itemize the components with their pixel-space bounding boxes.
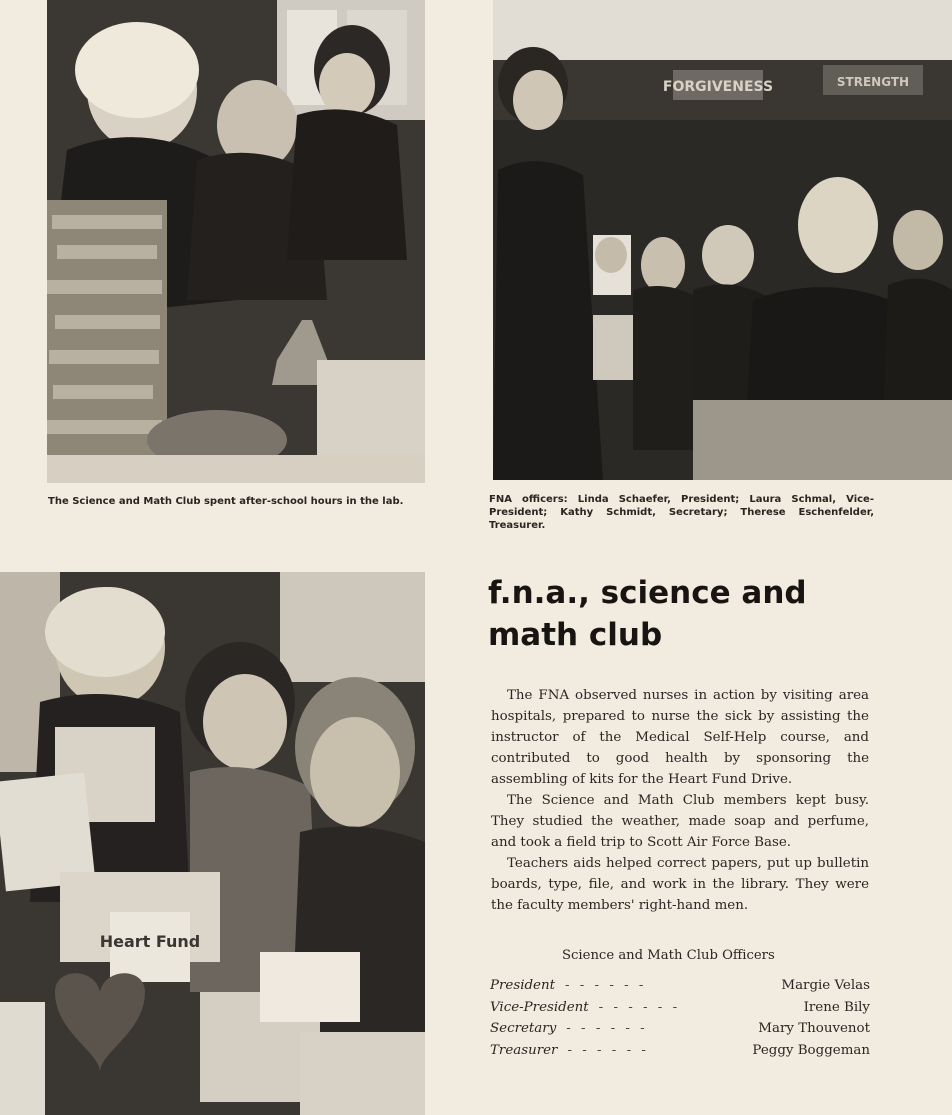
paragraph-fna: The FNA observed nurses in action by visiting area hospitals, prepared to nurse the sick by assisting the instructor of the Medical Self-Help course, and contributed to good health by sponsoring the assembling of kits for the Heart Fund Drive. — [491, 688, 869, 787]
paragraph-science-club: The Science and Math Club members kept busy. They studied the weather, made soap and perfume, and took a field trip to Scott Air Force Base. — [491, 793, 869, 850]
officer-name: Mary Thouvenot — [758, 1021, 870, 1036]
article-body — [491, 685, 869, 916]
heart-fund-photo — [0, 572, 425, 1115]
paragraph-teachers-aids: Teachers aids helped correct papers, put up bulletin boards, type, file, and work in the library. They were the faculty members' right-hand men. — [491, 856, 869, 913]
board-word-forgiveness: FORGIVENESS — [662, 79, 774, 95]
officers-list — [490, 978, 870, 1064]
fna-officers-photo — [493, 0, 952, 480]
officer-leader: - - - - - - — [565, 978, 647, 993]
officer-name: Peggy Boggeman — [752, 1042, 870, 1058]
officer-role: President — [490, 978, 555, 993]
officer-leader: - - - - - - — [566, 1021, 648, 1036]
title-line-2: math club — [488, 617, 663, 653]
fna-photo-caption: FNA officers: Linda Schaefer, President; Laura Schmal, Vice-President; Kathy Schmidt, Secretary; Therese Eschenfelder, Treasurer. — [489, 494, 874, 531]
board-word-strength: STRENGTH — [836, 75, 910, 89]
officer-row-secretary — [490, 1021, 870, 1043]
officer-role: Secretary — [490, 1021, 557, 1036]
officer-name: Margie Velas — [781, 978, 870, 993]
officer-role: Vice-President — [490, 999, 589, 1015]
officer-leader: - - - - - - — [567, 1042, 649, 1058]
officer-leader: - - - - - - — [598, 999, 681, 1015]
title-line-1: f.n.a., science and — [488, 575, 807, 611]
officer-role: Treasurer — [490, 1042, 558, 1058]
lab-photo — [47, 0, 425, 483]
officers-title: Science and Math Club Officers — [562, 948, 775, 963]
officer-row-president — [490, 978, 870, 1000]
officer-name: Irene Bily — [803, 999, 870, 1015]
officer-row-treasurer — [490, 1043, 870, 1065]
lab-photo-caption: The Science and Math Club spent after-school hours in the lab. — [48, 496, 404, 507]
heart-fund-label: Heart Fund — [99, 932, 201, 951]
page-title — [488, 572, 928, 656]
officer-row-vice-president — [490, 1000, 870, 1022]
